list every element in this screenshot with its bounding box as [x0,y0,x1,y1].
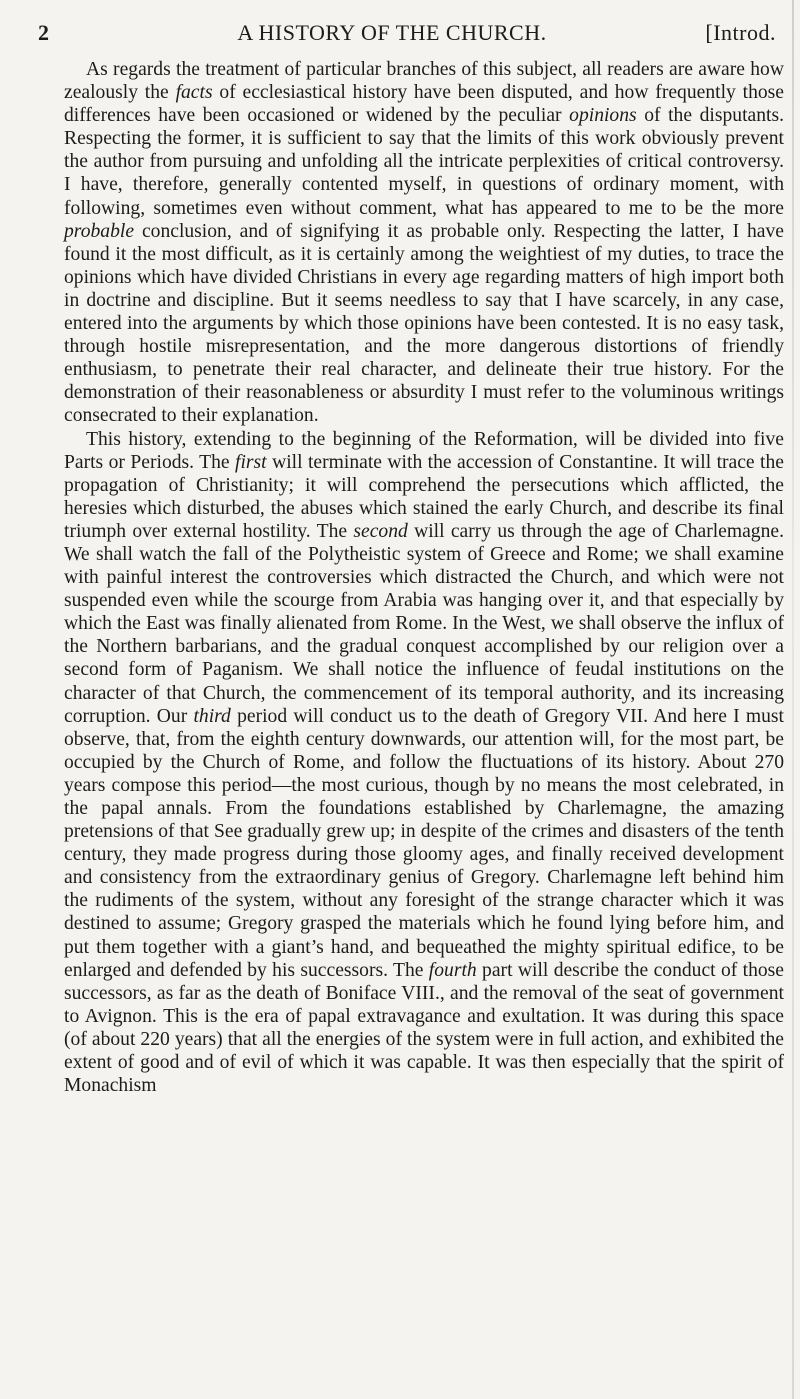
italic-run: third [193,705,231,727]
italic-run: first [235,451,267,473]
text-run: of ecclesiastical history have been disputed, and how frequently those differences have been occasioned or widened by the peculiar [64,82,784,127]
paragraph-treatment [64,58,784,428]
italic-run: facts [175,82,213,104]
italic-run: fourth [428,959,477,981]
italic-run: probable [64,220,135,242]
paragraph-periods [64,428,784,1098]
page-number: 2 [38,20,50,45]
text-run: conclusion, and of signifying it as probable only. Respecting the latter, I have found it the most difficult, as it is certainly among the weightiest of my duties, to trace the opinions which have divided Christians in every age regarding matters of high import both in doctrine and discipline. But it seems needless to say that I have scarcely, in any case, entered into the arguments by which those opinions have been contested. It is no easy task, through hostile misrepresentation, and the more dangerous distortions of friendly enthusiasm, to penetrate their real character, and delineate their true history. For the demonstration of their reasonableness or absurdity I must refer to the voluminous writings consecrated to their explanation. [64,220,784,427]
text-run: part will describe the conduct of those successors, as far as the death of Boniface VIII., and the removal of the seat of government to Avignon. This is the era of papal extravagance and exultation. It was during this space (of about 220 years) that all the energies of the system were in full action, and exhibited the extent of good and of evil of which it was capable. It was then especially that the spirit of Monachism [64,959,784,1097]
text-run: This history, extending to the beginning of the Reformation, will be divided into five Parts or Periods. The [64,428,784,473]
text-run: of the disputants. Respecting the former, it is sufficient to say that the limits of this work obviously prevent the author from pursuing and unfolding all the intricate perplexities of critical controversy. I have, therefore, generally contented myself, in questions of ordinary moment, with following, sometimes even without comment, what has appeared to me to be the more [64,105,784,219]
page-edge-shadow [792,0,794,1399]
running-header [38,14,776,50]
text-run: will carry us through the age of Charlemagne. We shall watch the fall of the Polytheistic system of Greece and Rome; we shall examine with painful interest the controversies which distracted the Church, and which were not suspended even while the scourge from Arabia was hanging over it, and that especially by which the East was finally alienated from Rome. In the West, we shall observe the influx of the Northern barbarians, and the gradual conquest accomplished by our religion over a second form of Paganism. We shall notice the influence of feudal institutions on the character of that Church, the commencement of its temporal authority, and its increasing corruption. Our [64,520,784,727]
text-run: will terminate with the accession of Constantine. It will trace the propagation of Christianity; it will comprehend the persecutions which afflicted, the heresies which disturbed, the abuses which stained the early Church, and describe its final triumph over external hostility. The [64,451,784,542]
italic-run: opinions [569,105,637,127]
section-marker: [Introd. [705,20,776,45]
body-text [64,58,784,1097]
text-run: As regards the treatment of particular branches of this subject, all readers are aware how zealously the [64,59,784,104]
text-run: period will conduct us to the death of Gregory VII. And here I must observe, that, from the eighth century downwards, our attention will, for the most part, be occupied by the Church of Rome, and follow the fluctuations of its history. About 270 years compose this period—the most curious, though by no means the most celebrated, in the papal annals. From the foundations established by Charlemagne, the amazing pretensions of that See gradually grew up; in despite of the crimes and disasters of the tenth century, they made progress during those gloomy ages, and finally received development and consistency from the extraordinary genius of Gregory. Charlemagne left behind him the rudiments of the system, without any foresight of the strange character which it was destined to assume; Gregory grasped the materials which he found lying before him, and put them together with a giant’s hand, and bequeathed the mighty spiritual edifice, to be enlarged and defended by his successors. The [64,705,784,981]
italic-run: second [353,520,408,542]
running-title: A HISTORY OF THE CHURCH. [237,20,547,45]
